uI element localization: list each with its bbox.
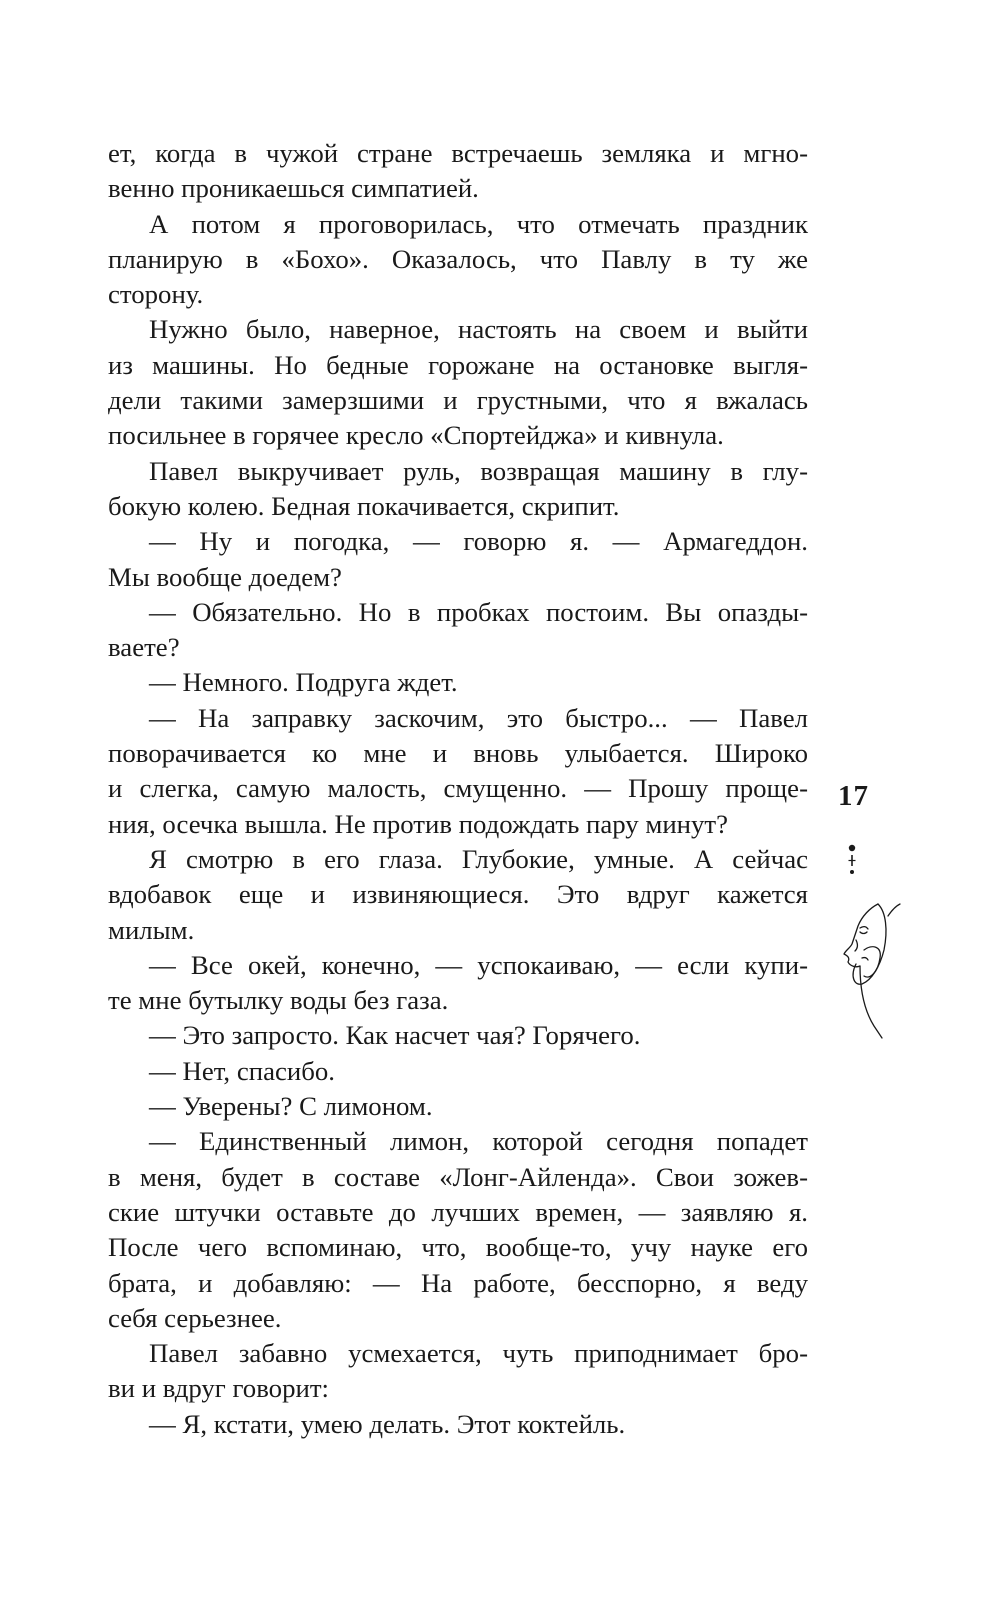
text-line: После чего вспоминаю, что, вообще-то, учу науке его [108, 1232, 808, 1263]
text-line: посильнее в горячее кресло «Спортейджа» и кивнула. [108, 420, 724, 451]
text-line: ские штучки оставьте до лучших времен, — заявляю я. [108, 1196, 808, 1227]
text-line: Павел выкручивает руль, возвращая машину в глу- [149, 455, 808, 486]
text-line: поворачивается ко мне и вновь улыбается. Широко [108, 738, 808, 769]
text-line: ви и вдруг говорит: [108, 1373, 329, 1404]
text-line: бокую колею. Бедная покачивается, скрипит. [108, 490, 620, 521]
text-line: — Я, кстати, умею делать. Этот коктейль. [149, 1408, 626, 1439]
text-line: — Единственный лимон, которой сегодня попадет [149, 1126, 808, 1157]
text-line: в меня, будет в составе «Лонг-Айленда». Свои зожев- [108, 1161, 808, 1192]
text-line: А потом я проговорилась, что отмечать праздник [149, 208, 808, 239]
text-line: милым. [108, 914, 195, 945]
page-number: 17 [838, 780, 869, 812]
text-line: — Уверены? С лимоном. [149, 1091, 433, 1122]
text-line: брата, и добавляю: — На работе, бесспорно, я веду [108, 1267, 808, 1298]
text-line: и слегка, самую малость, смущенно. — Прошу проще- [108, 773, 808, 804]
body-text [108, 136, 808, 1442]
text-line: — Все окей, конечно, — успокаиваю, — если купи- [149, 949, 808, 980]
text-line: — Немного. Подруга ждет. [149, 667, 458, 698]
text-line: венно проникаешься симпатией. [108, 173, 479, 204]
face-ornament-icon [830, 840, 910, 1040]
text-line: сторону. [108, 279, 204, 310]
text-line: — Ну и погодка, — говорю я. — Армагеддон. [149, 526, 808, 557]
text-line: из машины. Но бедные горожане на остановке выгля- [108, 349, 808, 380]
text-line: дели такими замерзшими и грустными, что я вжалась [108, 385, 808, 416]
text-line: ния, осечка вышла. Не против подождать пару минут? [108, 808, 729, 839]
text-line: — На заправку заскочим, это быстро... — Павел [149, 702, 808, 733]
text-line: — Обязательно. Но в пробках постоим. Вы опазды- [149, 596, 808, 627]
text-line: Павел забавно усмехается, чуть приподнимает бро- [149, 1338, 808, 1369]
text-line: ет, когда в чужой стране встречаешь земляка и мгно- [108, 138, 808, 168]
text-line: Нужно было, наверное, настоять на своем и выйти [149, 314, 808, 345]
text-line: себя серьезнее. [108, 1302, 282, 1333]
text-line: — Нет, спасибо. [149, 1055, 335, 1086]
text-line: планирую в «Бохо». Оказалось, что Павлу в ту же [108, 243, 808, 274]
text-line: вдобавок еще и извиняющиеся. Это вдруг кажется [108, 879, 808, 910]
text-line: ваете? [108, 632, 180, 663]
text-line: — Это запросто. Как насчет чая? Горячего. [149, 1020, 641, 1051]
text-line: Мы вообще доедем? [108, 561, 342, 592]
text-line: те мне бутылку воды без газа. [108, 985, 449, 1016]
text-line: Я смотрю в его глаза. Глубокие, умные. А сейчас [149, 843, 808, 874]
